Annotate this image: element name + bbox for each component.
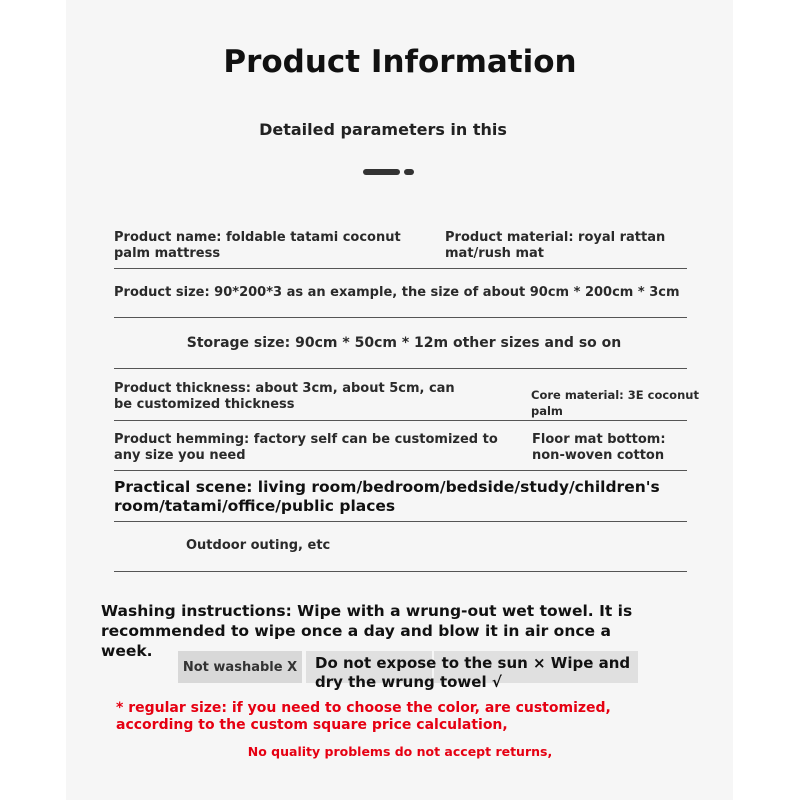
divider [114, 317, 687, 318]
divider [114, 420, 687, 421]
product-thickness: Product thickness: about 3cm, about 5cm, can be customized thickness [114, 381, 455, 412]
sun-wipe-label: Do not expose to the sun × Wipe and dry the wrung towel √ [315, 654, 631, 691]
washing-instructions: Washing instructions: Wipe with a wrung-out wet towel. It is recommended to wipe once a day and blow it in air once a week. [101, 602, 633, 660]
page-title: Product Information [223, 44, 577, 80]
decorative-bar-long [363, 169, 400, 175]
outdoor-outing: Outdoor outing, etc [186, 538, 331, 553]
product-material: Product material: royal rattan mat/rush mat [445, 230, 666, 261]
divider [114, 268, 687, 269]
divider [114, 571, 687, 572]
product-size: Product size: 90*200*3 as an example, the size of about 90cm * 200cm * 3cm [114, 285, 680, 300]
product-name: Product name: foldable tatami coconut palm mattress [114, 230, 401, 261]
divider [114, 521, 687, 522]
not-washable-cell [178, 651, 302, 683]
floor-mat-bottom: Floor mat bottom: non-woven cotton [532, 432, 666, 463]
divider [114, 470, 687, 471]
not-washable-label: Not washable X [182, 659, 298, 675]
divider [114, 368, 687, 369]
storage-size: Storage size: 90cm * 50cm * 12m other sizes and so on [186, 335, 622, 351]
page-subtitle: Detailed parameters in this [259, 120, 507, 139]
regular-size-note: * regular size: if you need to choose the color, are customized, according to the custom square price calculation, [116, 700, 611, 733]
decorative-bar-short [404, 169, 414, 175]
core-material: Core material: 3E coconut palm [531, 388, 699, 418]
practical-scene: Practical scene: living room/bedroom/bedside/study/children's room/tatami/office/public places [114, 478, 660, 515]
product-hemming: Product hemming: factory self can be customized to any size you need [114, 432, 498, 463]
returns-note: No quality problems do not accept returns, [247, 744, 553, 759]
